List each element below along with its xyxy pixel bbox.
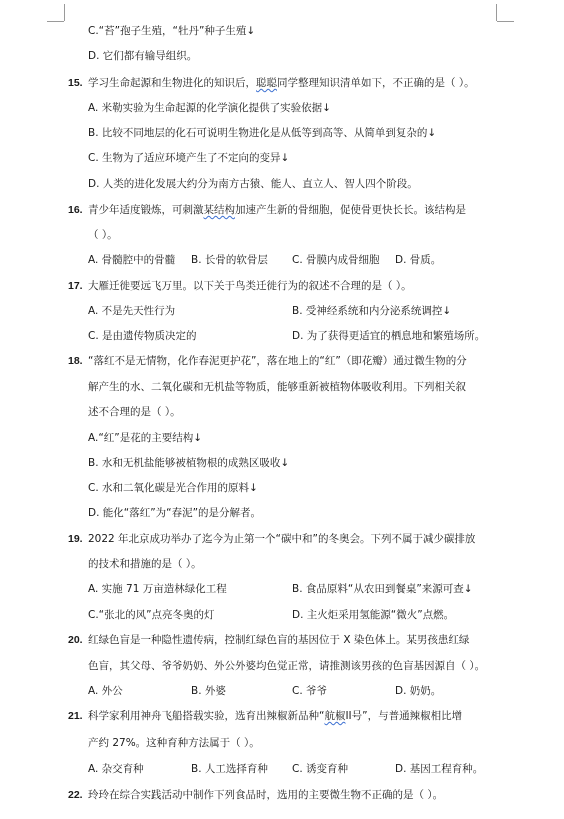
question-20-option-a: A. 外公: [88, 685, 123, 697]
question-21-option-d: D. 基因工程育种。: [395, 763, 484, 775]
question-21-option-c: C. 诱变育种: [292, 763, 349, 775]
question-number: 22.: [68, 789, 83, 801]
prev-option-d: D. 它们都有输导组织。: [88, 50, 198, 62]
question-21-option-b: B. 人工选择育种: [191, 763, 268, 775]
question-17-option-a: A. 不是先天性行为: [88, 305, 176, 317]
crop-mark-top-right: [496, 4, 497, 21]
question-20-stem-line-2: 色盲，其父母、爷爷奶奶、外公外婆均色觉正常，请推测该男孩的色盲基因源自（ ）。: [88, 660, 486, 672]
crop-mark-top-left-h: [47, 21, 64, 22]
question-17-option-b: B. 受神经系统和内分泌系统调控↓: [292, 305, 452, 317]
question-18-option-a: A.“红”是花的主要结构↓: [88, 432, 203, 444]
crop-mark-top-right-h: [497, 21, 514, 22]
question-19-option-d: D. 主火炬采用氢能源“微火”点燃。: [292, 609, 455, 621]
question-19-stem-line-2: 的技术和措施的是（ ）。: [88, 558, 202, 570]
spell-check-mark: 聪聪: [256, 77, 277, 89]
question-17-option-c: C. 是由遗传物质决定的: [88, 330, 197, 342]
question-18-option-b: B. 水和无机盐能够被植物根的成熟区吸收↓: [88, 457, 290, 469]
crop-mark-top-left: [64, 4, 65, 21]
question-20-option-d: D. 奶奶。: [395, 685, 442, 697]
question-number: 21.: [68, 710, 83, 722]
spell-check-mark: 某结构: [203, 204, 235, 216]
question-number: 18.: [68, 355, 83, 367]
question-18-option-c: C. 水和二氧化碳是光合作用的原料↓: [88, 482, 258, 494]
question-21-stem: 21. 科学家利用神舟飞船搭载实验，选育出辣椒新品种“航椒II号”，与普通辣椒相比增: [68, 710, 463, 722]
question-21-stem-line-2: 产约 27%。这种育种方法属于（ ）。: [88, 737, 260, 749]
question-16-option-c: C. 骨膜内成骨细胞: [292, 254, 380, 266]
question-15-option-c: C. 生物为了适应环境产生了不定向的变异↓: [88, 152, 290, 164]
question-number: 17.: [68, 280, 83, 292]
question-18-option-d: D. 能化“落红”为“春泥”的是分解者。: [88, 507, 262, 519]
question-16-option-b: B. 长骨的软骨层: [191, 254, 268, 266]
question-number: 16.: [68, 204, 83, 216]
question-18-stem-line-2: 解产生的水、二氧化碳和无机盐等物质，能够重新被植物体吸收利用。下列相关叙: [88, 381, 466, 393]
question-19-option-c: C.“张北的风”点亮冬奥的灯: [88, 609, 215, 621]
question-18-stem: 18. “落红不是无情物，化作春泥更护花”，落在地上的“红”（即花瓣）通过微生物的分: [68, 355, 467, 367]
question-20-option-c: C. 爷爷: [292, 685, 328, 697]
question-16-option-d: D. 骨质。: [395, 254, 442, 266]
question-21-option-a: A. 杂交育种: [88, 763, 144, 775]
question-number: 19.: [68, 533, 83, 545]
question-17-option-d: D. 为了获得更适宜的栖息地和繁殖场所。: [292, 330, 486, 342]
question-number: 20.: [68, 634, 83, 646]
question-16-stem: 16. 青少年适度锻炼，可刺激某结构加速产生新的骨细胞，促使骨更快长长。该结构是: [68, 204, 466, 216]
question-15-option-a: A. 米勒实验为生命起源的化学演化提供了实验依据↓: [88, 102, 331, 114]
question-16-stem-line-2: （ ）。: [88, 229, 118, 241]
question-18-stem-line-3: 述不合理的是（ ）。: [88, 406, 181, 418]
question-20-stem: 20. 红绿色盲是一种隐性遗传病，控制红绿色盲的基因位于 X 染色体上。某男孩患红绿: [68, 634, 470, 646]
question-19-option-b: B. 食品原料“从农田到餐桌”来源可查↓: [292, 583, 473, 595]
question-20-option-b: B. 外婆: [191, 685, 226, 697]
question-number: 15.: [68, 77, 83, 89]
question-19-stem: 19. 2022 年北京成功举办了迄今为止第一个“碳中和”的冬奥会。下列不属于减少碳排放: [68, 533, 476, 545]
question-15-option-b: B. 比较不同地层的化石可说明生物进化是从低等到高等、从简单到复杂的↓: [88, 127, 437, 139]
spell-check-mark: 航椒: [324, 710, 346, 722]
question-22-stem: 22. 玲玲在综合实践活动中制作下列食品时，选用的主要微生物不正确的是（ ）。: [68, 789, 444, 801]
question-19-option-a: A. 实施 71 万亩造林绿化工程: [88, 583, 227, 595]
prev-option-c: C.“苔”孢子生殖，“牡丹”种子生殖↓: [88, 25, 256, 37]
question-16-option-a: A. 骨髓腔中的骨髓: [88, 254, 176, 266]
question-17-stem: 17. 大雁迁徙要远飞万里。以下关于鸟类迁徙行为的叙述不合理的是（ ）。: [68, 280, 412, 292]
question-15-option-d: D. 人类的进化发展大约分为南方古猿、能人、直立人、智人四个阶段。: [88, 178, 418, 190]
question-15-stem: 15. 学习生命起源和生物进化的知识后，聪聪同学整理知识清单如下，不正确的是（ ）。: [68, 77, 475, 89]
